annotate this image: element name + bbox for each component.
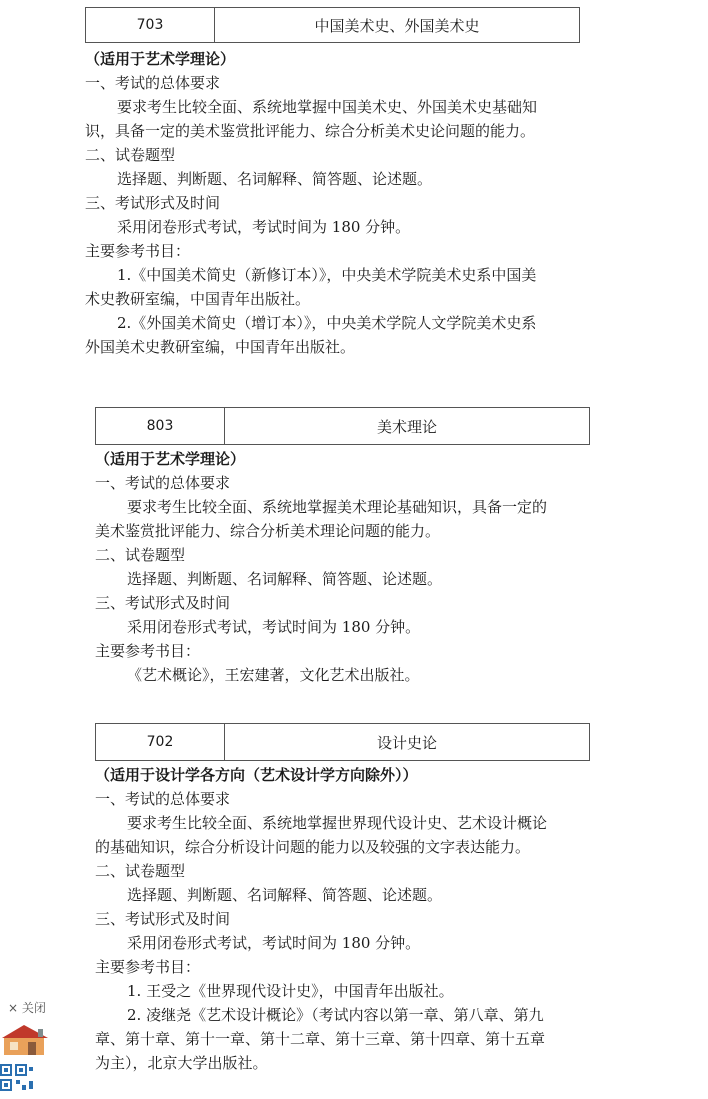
heading-requirements: 一、考试的总体要求 (95, 474, 231, 492)
requirements-text: 的基础知识，综合分析设计问题的能力以及较强的文字表达能力。 (95, 838, 531, 856)
heading-question-types: 二、试卷题型 (85, 146, 176, 164)
reference-line: 1. 王受之《世界现代设计史》，中国青年出版社。 (127, 982, 454, 1000)
reference-line: 《艺术概论》，王宏建著，文化艺术出版社。 (127, 666, 420, 684)
requirements-text: 识，具备一定的美术鉴赏批评能力、综合分析美术史论问题的能力。 (85, 122, 536, 140)
course-code: 803 (96, 408, 225, 444)
exam-form-text: 采用闭卷形式考试，考试时间为 180 分钟。 (117, 218, 411, 236)
scope-label: （适用于艺术学理论） (95, 450, 246, 468)
course-table-702 (95, 723, 590, 761)
references-title: 主要参考书目： (95, 642, 201, 660)
requirements-text: 美术鉴赏批评能力、综合分析美术理论问题的能力。 (95, 522, 441, 540)
question-types-text: 选择题、判断题、名词解释、简答题、论述题。 (127, 570, 443, 588)
references-title: 主要参考书目： (95, 958, 201, 976)
reference-line: 为主），北京大学出版社。 (95, 1054, 268, 1072)
house-icon (2, 1023, 48, 1057)
requirements-text: 要求考生比较全面、系统地掌握美术理论基础知识，具备一定的 (127, 498, 548, 516)
reference-line: 术史教研室编，中国青年出版社。 (85, 290, 311, 308)
course-table-803 (95, 407, 590, 445)
scope-label: （适用于艺术学理论） (85, 50, 236, 68)
course-code: 702 (96, 724, 225, 760)
requirements-text: 要求考生比较全面、系统地掌握世界现代设计史、艺术设计概论 (127, 814, 548, 832)
scope-label: （适用于设计学各方向（艺术设计学方向除外）） (95, 766, 418, 784)
question-types-text: 选择题、判断题、名词解释、简答题、论述题。 (127, 886, 443, 904)
reference-line: 2. 凌继尧《艺术设计概论》（考试内容以第一章、第八章、第九 (127, 1006, 544, 1024)
floating-ad[interactable] (0, 995, 60, 1099)
qr-code-icon (0, 1063, 36, 1093)
course-name: 美术理论 (376, 417, 437, 436)
heading-exam-form: 三、考试形式及时间 (95, 910, 231, 928)
exam-form-text: 采用闭卷形式考试，考试时间为 180 分钟。 (127, 618, 421, 636)
course-name: 中国美术史、外国美术史 (314, 16, 480, 35)
course-table-703 (85, 7, 580, 43)
reference-line: 1.《中国美术简史（新修订本）》，中央美术学院美术史系中国美 (117, 266, 537, 284)
reference-line: 章、第十章、第十一章、第十二章、第十三章、第十四章、第十五章 (95, 1030, 546, 1048)
requirements-text: 要求考生比较全面、系统地掌握中国美术史、外国美术史基础知 (117, 98, 538, 116)
course-code: 703 (86, 8, 215, 42)
course-name: 设计史论 (376, 733, 437, 752)
question-types-text: 选择题、判断题、名词解释、简答题、论述题。 (117, 170, 433, 188)
heading-requirements: 一、考试的总体要求 (85, 74, 221, 92)
heading-requirements: 一、考试的总体要求 (95, 790, 231, 808)
heading-exam-form: 三、考试形式及时间 (85, 194, 221, 212)
ad-close-button[interactable]: × 关闭 (8, 1001, 46, 1015)
heading-exam-form: 三、考试形式及时间 (95, 594, 231, 612)
heading-question-types: 二、试卷题型 (95, 546, 186, 564)
references-title: 主要参考书目： (85, 242, 191, 260)
reference-line: 2.《外国美术简史（增订本）》，中央美术学院人文学院美术史系 (117, 314, 537, 332)
exam-form-text: 采用闭卷形式考试，考试时间为 180 分钟。 (127, 934, 421, 952)
reference-line: 外国美术史教研室编，中国青年出版社。 (85, 338, 356, 356)
heading-question-types: 二、试卷题型 (95, 862, 186, 880)
